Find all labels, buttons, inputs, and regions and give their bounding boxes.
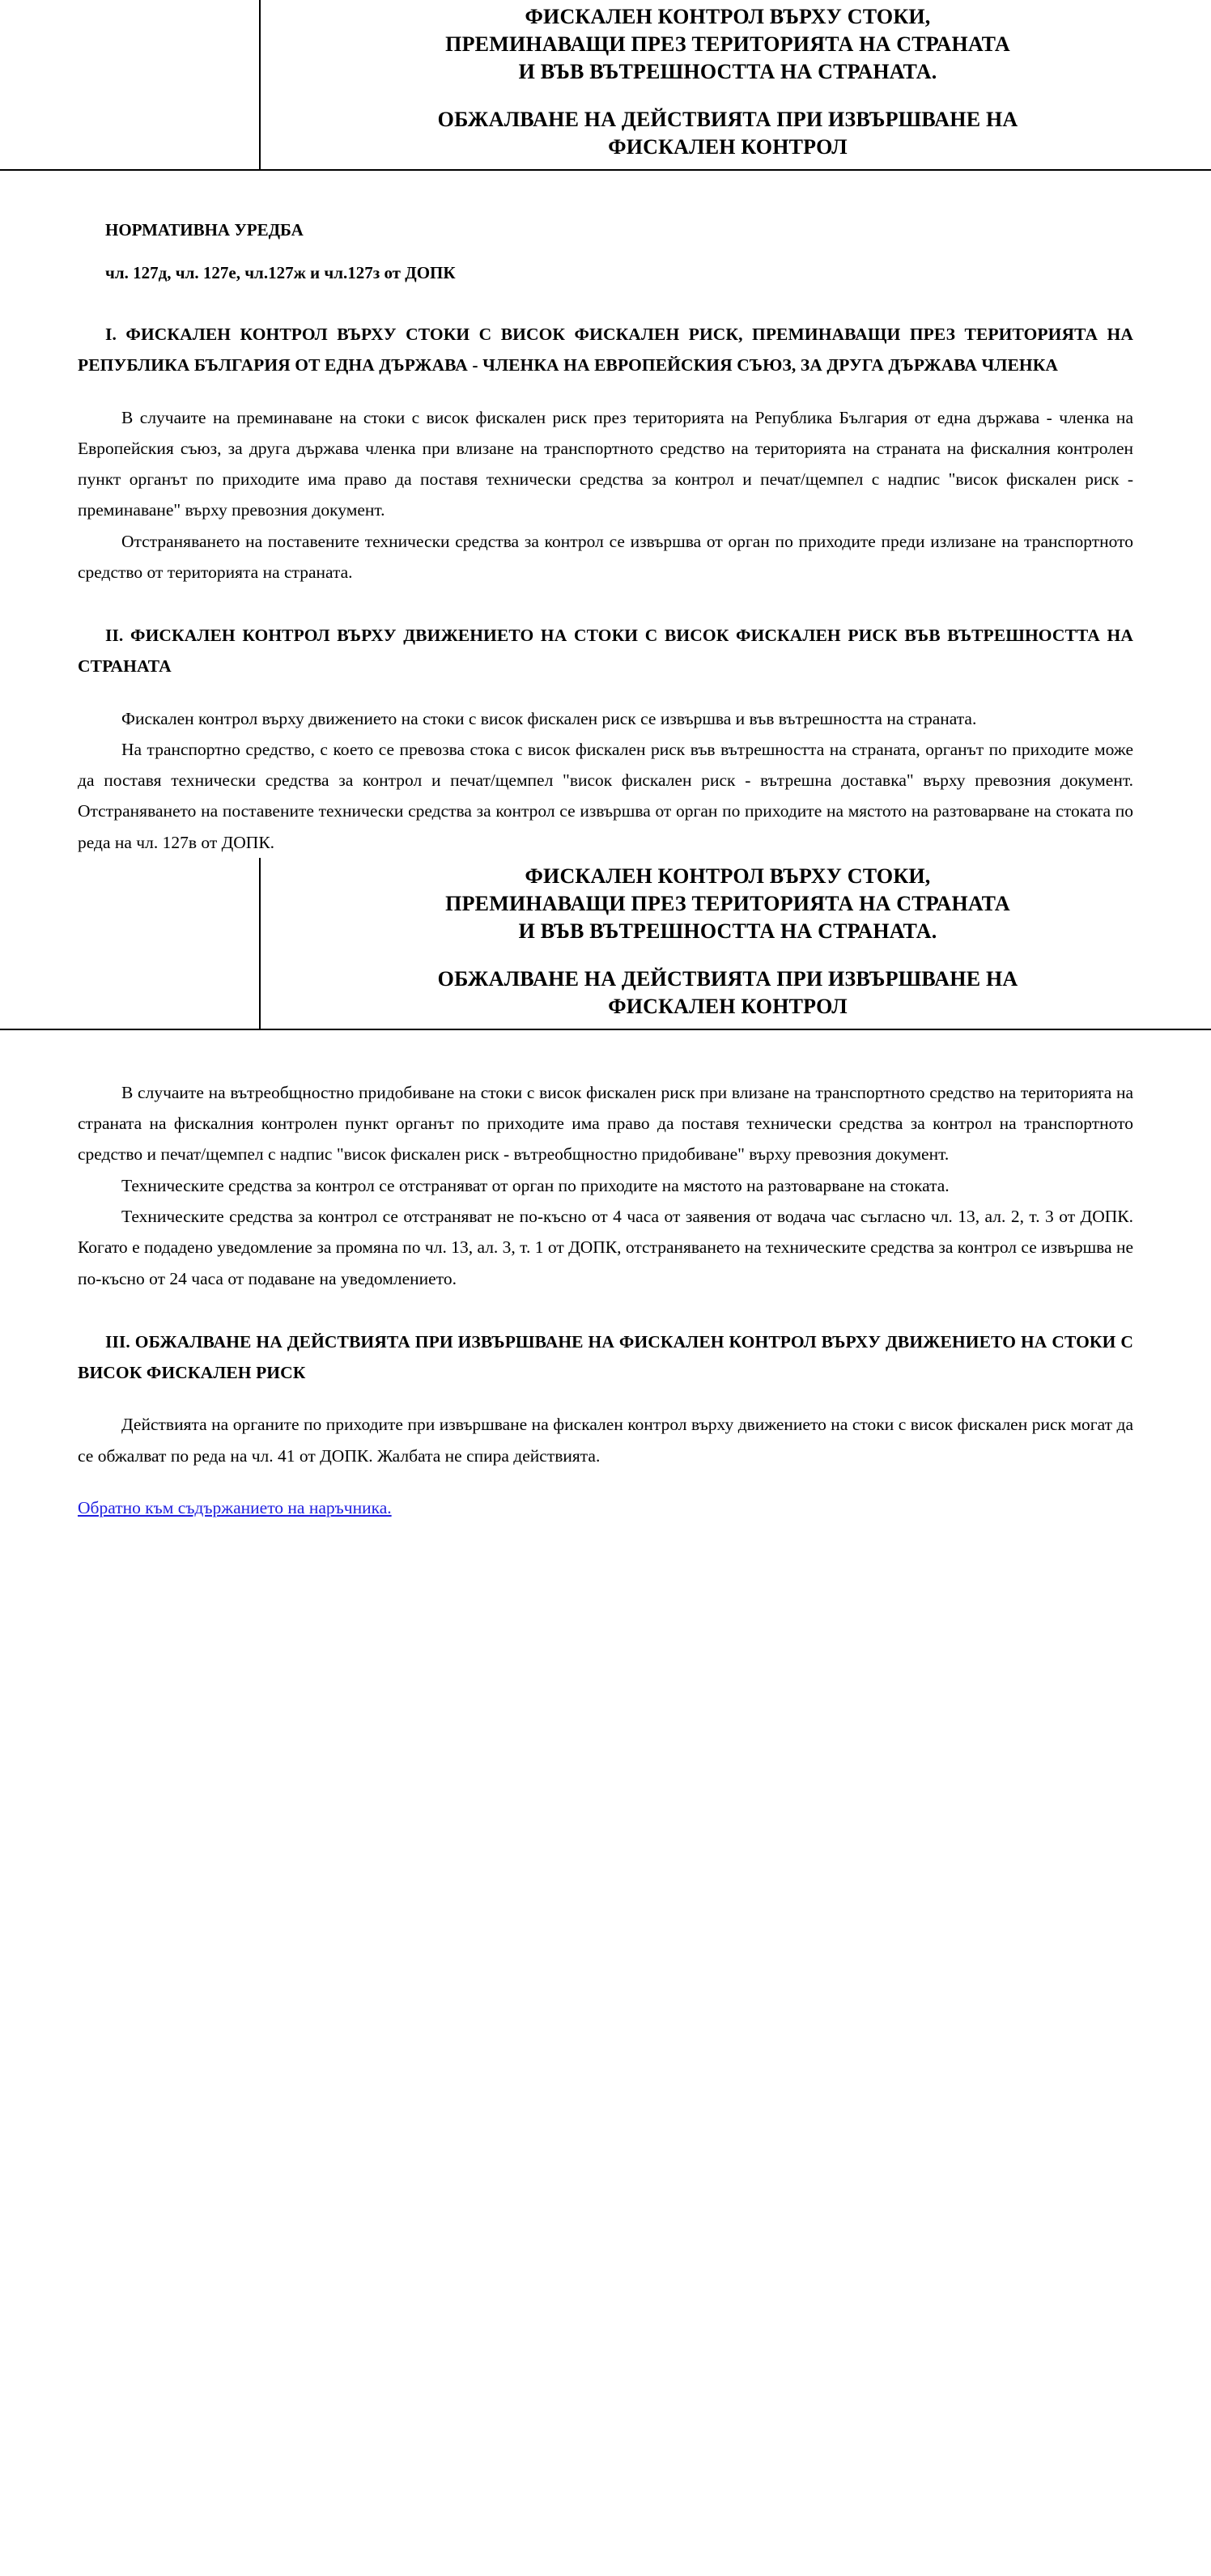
header-subtitle-line-2: ФИСКАЛЕН КОНТРОЛ bbox=[608, 995, 848, 1019]
header-vertical-divider bbox=[259, 0, 261, 169]
spacer bbox=[78, 682, 1133, 703]
section-two-paragraph-1: Фискален контрол върху движението на стоки с висок фискален риск се извършва и във вътрешността на страната. bbox=[121, 708, 977, 728]
header-title-line-1: ФИСКАЛЕН КОНТРОЛ ВЪРХУ СТОКИ, bbox=[525, 5, 931, 28]
spacer bbox=[78, 381, 1133, 402]
back-link-paragraph bbox=[78, 1492, 1133, 1523]
section-two-paragraph-3: В случаите на вътреобщностно придобиване на стоки с висок фискален риск при влизане на транспортното средство на територията на страната на фискалния контролен пункт органът по приходите има право да поставя технически средства за контрол на транспортното средство и печат/щемпел с надпис "висок фискален риск - вътреобщностно придобиване" върху превозния документ. bbox=[78, 1082, 1133, 1165]
header-title-line-2: ПРЕМИНАВАЩИ ПРЕЗ ТЕРИТОРИЯТА НА СТРАНАТА bbox=[445, 32, 1010, 56]
spacer bbox=[78, 171, 1133, 218]
section-one-heading: I. ФИСКАЛЕН КОНТРОЛ ВЪРХУ СТОКИ С ВИСОК ФИСКАЛЕН РИСК, ПРЕМИНАВАЩИ ПРЕЗ ТЕРИТОРИЯТА НА РЕПУБЛИКА БЪЛГАРИЯ ОТ ЕДНА ДЪРЖАВА - ЧЛЕНКА НА ЕВРОПЕЙСКИЯ СЪЮЗ, ЗА ДРУГА ДЪРЖАВА ЧЛЕНКА bbox=[78, 324, 1133, 376]
section-one-paragraph-1: В случаите на преминаване на стоки с висок фискален риск през територията на Република България от една държава - членка на Европейския съюз, за друга държава членка при влизане на транспортното средство на територията на страната на фискалния контролен пункт органът по приходите има право да поставя технически средства за контрол и печат/щемпел с надпис "висок фискален риск - преминаване" върху превозния документ. bbox=[78, 407, 1133, 520]
running-header-top bbox=[0, 0, 1211, 171]
spacer bbox=[78, 588, 1133, 620]
page-one-content bbox=[0, 171, 1211, 858]
header-title-line-1: ФИСКАЛЕН КОНТРОЛ ВЪРХУ СТОКИ, bbox=[525, 864, 931, 888]
spacer bbox=[78, 1294, 1133, 1326]
header-vertical-divider bbox=[259, 858, 261, 1029]
header-subtitle bbox=[277, 106, 1179, 161]
spacer bbox=[78, 1471, 1133, 1492]
spacer bbox=[78, 1030, 1133, 1077]
spacer bbox=[78, 1388, 1133, 1409]
section-two-paragraph-2: На транспортно средство, с което се превозва стока с висок фискален риск във вътрешността на страната, органът по приходите може да поставя технически средства за контрол и печат/щемпел "висок фискален риск - вътрешна доставка" върху превозния документ. Отстраняването на поставените технически средства за контрол се извършва от орган по приходите на мястото на разтоварване на стоката по реда на чл. 127в от ДОПК. bbox=[78, 739, 1133, 852]
header-subtitle-line-1: ОБЖАЛВАНЕ НА ДЕЙСТВИЯТА ПРИ ИЗВЪРШВАНЕ НА bbox=[437, 108, 1018, 132]
normative-citation: чл. 127д, чл. 127е, чл.127ж и чл.127з от ДОПК bbox=[105, 263, 456, 283]
section-one-paragraph-2: Отстраняването на поставените технически средства за контрол се извършва от орган по приходите преди излизане на транспортното средство от територията на страната. bbox=[78, 531, 1133, 582]
section-two-paragraph-5: Техническите средства за контрол се отстраняват не по-късно от 4 часа от заявения от водача час съгласно чл. 13, ал. 2, т. 3 от ДОПК. Когато е подадено уведомление за промяна по чл. 13, ал. 3, т. 1 от ДОПК, отстраняването на техническите средства за контрол се извършва не по-късно от 24 часа от подаване на уведомлението. bbox=[78, 1207, 1133, 1288]
back-to-contents-link[interactable]: Обратно към съдържанието на наръчника. bbox=[78, 1497, 392, 1517]
page-two-content bbox=[0, 1030, 1211, 1523]
header-subtitle-line-1: ОБЖАЛВАНЕ НА ДЕЙСТВИЯТА ПРИ ИЗВЪРШВАНЕ НА bbox=[437, 967, 1018, 991]
header-subtitle-line-2: ФИСКАЛЕН КОНТРОЛ bbox=[608, 135, 848, 159]
section-two-paragraph-4: Техническите средства за контрол се отстраняват от орган по приходите на мястото на разтоварване на стоката. bbox=[121, 1175, 950, 1195]
header-title bbox=[277, 863, 1179, 944]
header-title bbox=[277, 3, 1179, 85]
header-text-area bbox=[261, 0, 1211, 169]
header-title-line-3: И ВЪВ ВЪТРЕШНОСТТА НА СТРАНАТА. bbox=[518, 919, 937, 943]
header-text-area bbox=[261, 858, 1211, 1029]
section-two-heading: II. ФИСКАЛЕН КОНТРОЛ ВЪРХУ ДВИЖЕНИЕТО НА СТОКИ С ВИСОК ФИСКАЛЕН РИСК ВЪВ ВЪТРЕШНОСТТА НА СТРАНАТА bbox=[78, 626, 1133, 677]
header-title-line-3: И ВЪВ ВЪТРЕШНОСТТА НА СТРАНАТА. bbox=[518, 59, 937, 83]
section-three-heading: III. ОБЖАЛВАНЕ НА ДЕЙСТВИЯТА ПРИ ИЗВЪРШВАНЕ НА ФИСКАЛЕН КОНТРОЛ ВЪРХУ ДВИЖЕНИЕТО НА СТОКИ С ВИСОК ФИСКАЛЕН РИСК bbox=[78, 1331, 1133, 1383]
normative-label: НОРМАТИВНА УРЕДБА bbox=[105, 219, 304, 240]
running-header-second bbox=[0, 858, 1211, 1030]
spacer bbox=[78, 286, 1133, 319]
header-subtitle bbox=[277, 965, 1179, 1021]
header-title-line-2: ПРЕМИНАВАЩИ ПРЕЗ ТЕРИТОРИЯТА НА СТРАНАТА bbox=[445, 891, 1010, 915]
section-three-paragraph-1: Действията на органите по приходите при извършване на фискален контрол върху движението на стоки с висок фискален риск могат да се обжалват по реда на чл. 41 от ДОПК. Жалбата не спира действията. bbox=[78, 1415, 1133, 1466]
